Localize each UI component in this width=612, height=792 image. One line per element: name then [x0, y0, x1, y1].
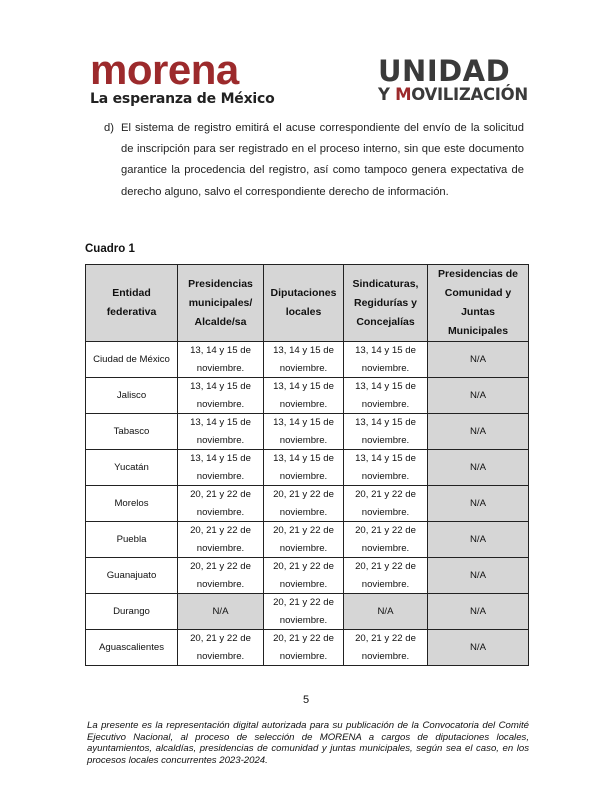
cell-date-line: 20, 21 y 22 de	[190, 489, 251, 500]
table-row	[86, 522, 529, 558]
cell-date-line: noviembre.	[361, 470, 410, 482]
cell-na: N/A	[428, 414, 529, 450]
cell-date-line: 20, 21 y 22 de	[273, 489, 334, 500]
header-diputaciones: Diputaciones locales	[264, 265, 344, 342]
cell-date-line: noviembre.	[361, 578, 410, 590]
cell-date	[178, 342, 264, 378]
cell-na: N/A	[428, 486, 529, 522]
morena-logo	[90, 46, 275, 107]
footer-disclaimer: La presente es la representación digital autorizada para su publicación de la Convocatoria del Comité Ejecutivo Nacional, al proceso de selección de MORENA a cargos de diputaciones locales, ayuntamientos, alcaldías, presidencias de comunidad y juntas municipales, según sea el caso, en los procesos locales concurrentes 2023-2024.	[87, 720, 529, 766]
cell-date	[178, 522, 264, 558]
cell-entidad: Durango	[86, 594, 178, 630]
cell-date-line: noviembre.	[361, 542, 410, 554]
cell-na: N/A	[428, 522, 529, 558]
cell-date	[264, 450, 344, 486]
table-row	[86, 450, 529, 486]
cell-entidad: Tabasco	[86, 414, 178, 450]
cell-entidad: Puebla	[86, 522, 178, 558]
cell-date	[264, 486, 344, 522]
cell-na: N/A	[428, 630, 529, 666]
cell-date-line: noviembre.	[196, 542, 245, 554]
cell-date	[264, 594, 344, 630]
cell-date-line: 13, 14 y 15 de	[273, 345, 334, 356]
cell-date-line: noviembre.	[196, 650, 245, 662]
morena-wordmark: morena	[90, 46, 239, 93]
registration-dates-table	[85, 264, 529, 666]
cell-date-line: noviembre.	[279, 398, 328, 410]
cell-date-line: noviembre.	[361, 506, 410, 518]
cell-date-line: noviembre.	[361, 650, 410, 662]
cell-date-line: noviembre.	[279, 542, 328, 554]
cell-date-line: noviembre.	[279, 362, 328, 374]
cell-date-line: 13, 14 y 15 de	[355, 345, 416, 356]
cell-date-line: noviembre.	[361, 362, 410, 374]
cell-entidad: Jalisco	[86, 378, 178, 414]
cell-na: N/A	[428, 594, 529, 630]
table-row	[86, 594, 529, 630]
table-header-row	[86, 265, 529, 342]
cell-date-line: 20, 21 y 22 de	[355, 633, 416, 644]
cell-entidad: Ciudad de México	[86, 342, 178, 378]
cell-date-line: noviembre.	[196, 506, 245, 518]
cell-entidad: Yucatán	[86, 450, 178, 486]
cell-date-line: noviembre.	[196, 434, 245, 446]
cell-na: N/A	[428, 558, 529, 594]
cell-date-line: 20, 21 y 22 de	[190, 525, 251, 536]
cell-date	[264, 558, 344, 594]
table-row	[86, 414, 529, 450]
cell-date	[178, 558, 264, 594]
morena-tagline: La esperanza de México	[90, 91, 275, 107]
header-entidad: Entidad federativa	[86, 265, 178, 342]
table-row	[86, 378, 529, 414]
cell-date	[264, 630, 344, 666]
page-number: 5	[302, 694, 310, 706]
cell-date-line: 13, 14 y 15 de	[190, 417, 251, 428]
cell-date-line: noviembre.	[279, 434, 328, 446]
cell-date-line: 13, 14 y 15 de	[355, 417, 416, 428]
cell-date-line: 20, 21 y 22 de	[273, 525, 334, 536]
cell-date-line: 13, 14 y 15 de	[190, 345, 251, 356]
cell-date	[344, 414, 428, 450]
cell-date-line: 20, 21 y 22 de	[190, 561, 251, 572]
paragraph-d	[104, 118, 524, 203]
movilizacion-line: Y MOVILIZACIÓN	[378, 85, 528, 104]
cell-date-line: 20, 21 y 22 de	[355, 525, 416, 536]
cell-date	[344, 522, 428, 558]
cell-entidad: Aguascalientes	[86, 630, 178, 666]
cell-date-line: 13, 14 y 15 de	[190, 381, 251, 392]
header-presidencias-comunidad: Presidencias de Comunidad y Juntas Municipales	[428, 265, 529, 342]
cell-na: N/A	[178, 594, 264, 630]
cell-date-line: noviembre.	[196, 470, 245, 482]
cell-date	[344, 378, 428, 414]
cell-date-line: 13, 14 y 15 de	[355, 453, 416, 464]
cell-date-line: 13, 14 y 15 de	[273, 417, 334, 428]
cell-date-line: noviembre.	[196, 578, 245, 590]
cell-entidad: Guanajuato	[86, 558, 178, 594]
cell-date-line: 20, 21 y 22 de	[273, 633, 334, 644]
cell-date	[178, 414, 264, 450]
cell-date-line: 20, 21 y 22 de	[355, 489, 416, 500]
cell-date-line: noviembre.	[196, 362, 245, 374]
paragraph-text: El sistema de registro emitirá el acuse correspondiente del envío de la solicitud de inscripción para ser registrado en el proceso interno, sin que este documento garantice la procedencia del registro, así como tampoco genera expectativa de derecho alguno, salvo el correspondiente derecho de información.	[121, 122, 524, 198]
cell-date	[264, 414, 344, 450]
cell-date	[264, 378, 344, 414]
cell-date	[178, 486, 264, 522]
cell-date	[344, 486, 428, 522]
cell-date	[178, 378, 264, 414]
cell-date-line: noviembre.	[196, 398, 245, 410]
table-row	[86, 630, 529, 666]
header-sindicaturas: Sindicaturas, Regidurías y Concejalías	[344, 265, 428, 342]
cell-na: N/A	[428, 342, 529, 378]
cell-na: N/A	[428, 450, 529, 486]
cell-date	[264, 522, 344, 558]
cell-date-line: noviembre.	[279, 470, 328, 482]
cell-date-line: noviembre.	[361, 398, 410, 410]
cell-date-line: 20, 21 y 22 de	[273, 561, 334, 572]
cell-date	[344, 630, 428, 666]
cell-date-line: 20, 21 y 22 de	[190, 633, 251, 644]
cell-date	[344, 342, 428, 378]
header-presidencias-municipales: Presidencias municipales/ Alcalde/sa	[178, 265, 264, 342]
cell-date-line: noviembre.	[279, 614, 328, 626]
cell-entidad: Morelos	[86, 486, 178, 522]
cell-date-line: noviembre.	[279, 506, 328, 518]
table-row	[86, 342, 529, 378]
cell-date	[344, 558, 428, 594]
cell-date	[178, 450, 264, 486]
cell-date-line: 13, 14 y 15 de	[273, 381, 334, 392]
cell-date	[264, 342, 344, 378]
table-row	[86, 486, 529, 522]
cell-date	[178, 630, 264, 666]
cell-date-line: 20, 21 y 22 de	[355, 561, 416, 572]
table-row	[86, 558, 529, 594]
cell-date-line: 20, 21 y 22 de	[273, 597, 334, 608]
cell-date-line: noviembre.	[361, 434, 410, 446]
unidad-movilizacion-logo	[378, 56, 528, 104]
cell-date	[344, 450, 428, 486]
cell-date-line: noviembre.	[279, 578, 328, 590]
unidad-line: UNIDAD	[378, 54, 511, 88]
cell-date-line: 13, 14 y 15 de	[273, 453, 334, 464]
cell-date-line: 13, 14 y 15 de	[190, 453, 251, 464]
cell-date-line: 13, 14 y 15 de	[355, 381, 416, 392]
table-title: Cuadro 1	[85, 243, 135, 255]
cell-na: N/A	[428, 378, 529, 414]
cell-date-line: noviembre.	[279, 650, 328, 662]
paragraph-label: d)	[104, 122, 114, 134]
cell-na: N/A	[344, 594, 428, 630]
